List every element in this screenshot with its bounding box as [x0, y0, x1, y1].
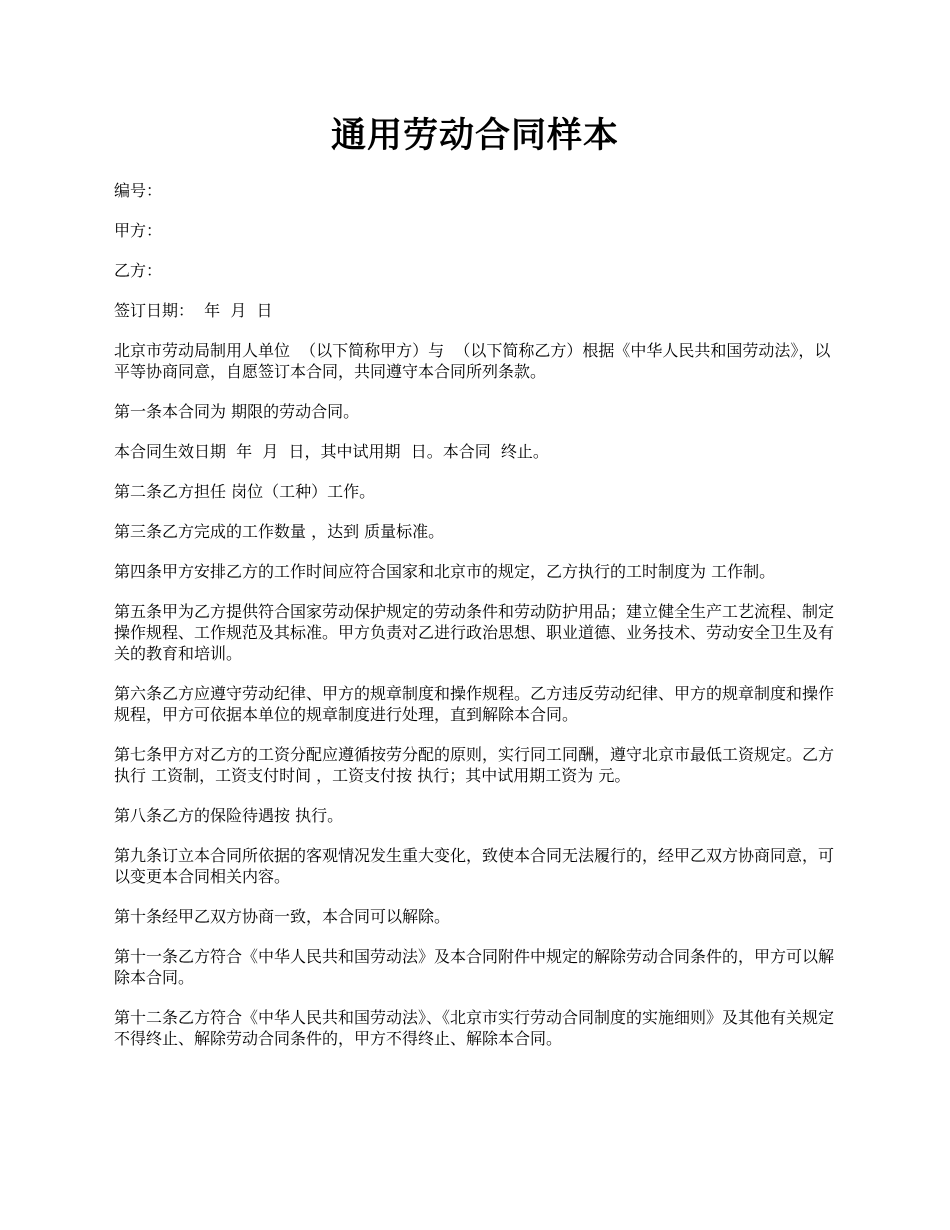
document-body [114, 180, 844, 1068]
article-4: 第四条甲方安排乙方的工作时间应符合国家和北京市的规定，乙方执行的工时制度为 工作制。 [114, 562, 776, 581]
document-title: 通用劳动合同样本 [330, 115, 619, 156]
article-10: 第十条经甲乙双方协商一致，本合同可以解除。 [114, 907, 451, 926]
article-2: 第二条乙方担任 岗位（工种）工作。 [114, 482, 376, 501]
article-6: 第六条乙方应遵守劳动纪律、甲方的规章制度和操作规程。乙方违反劳动纪律、甲方的规章制度和操作规程，甲方可依据本单位的规章制度进行处理，直到解除本合同。 [114, 684, 835, 724]
article-8: 第八条乙方的保险待遇按 执行。 [114, 806, 344, 825]
field-sign-date: 签订日期： 年 月 日 [114, 301, 273, 320]
article-5: 第五条甲为乙方提供符合国家劳动保护规定的劳动条件和劳动防护用品；建立健全生产工艺流程、制定操作规程、工作规范及其标准。甲方负责对乙进行政治思想、职业道德、业务技术、劳动安全卫生及有关的教育和培训。 [114, 602, 835, 663]
field-number: 编号： [114, 181, 163, 200]
article-7: 第七条甲方对乙方的工资分配应遵循按劳分配的原则，实行同工同酬，遵守北京市最低工资规定。乙方执行 工资制，工资支付时间 ，工资支付按 执行；其中试用期工资为 元。 [114, 745, 835, 785]
article-9: 第九条订立本合同所依据的客观情况发生重大变化，致使本合同无法履行的，经甲乙双方协商同意，可以变更本合同相关内容。 [114, 846, 835, 886]
article-3: 第三条乙方完成的工作数量 ，达到 质量标准。 [114, 522, 445, 541]
article-1: 第一条本合同为 期限的劳动合同。 [114, 402, 360, 421]
field-party-b: 乙方： [114, 261, 163, 280]
article-12: 第十二条乙方符合《中华人民共和国劳动法》、《北京市实行劳动合同制度的实施细则》及其他有关规定不得终止、解除劳动合同条件的，甲方不得终止、解除本合同。 [114, 1008, 835, 1048]
article-1-effective-date: 本合同生效日期 年 月 日，其中试用期 日。本合同 终止。 [114, 442, 549, 461]
field-party-a: 甲方： [114, 221, 163, 240]
article-11: 第十一条乙方符合《中华人民共和国劳动法》及本合同附件中规定的解除劳动合同条件的，甲方可以解除本合同。 [114, 947, 835, 987]
preamble-paragraph: 北京市劳动局制用人单位 （以下简称甲方）与 （以下简称乙方）根据《中华人民共和国劳动法》，以平等协商同意，自愿签订本合同，共同遵守本合同所列条款。 [114, 341, 831, 381]
